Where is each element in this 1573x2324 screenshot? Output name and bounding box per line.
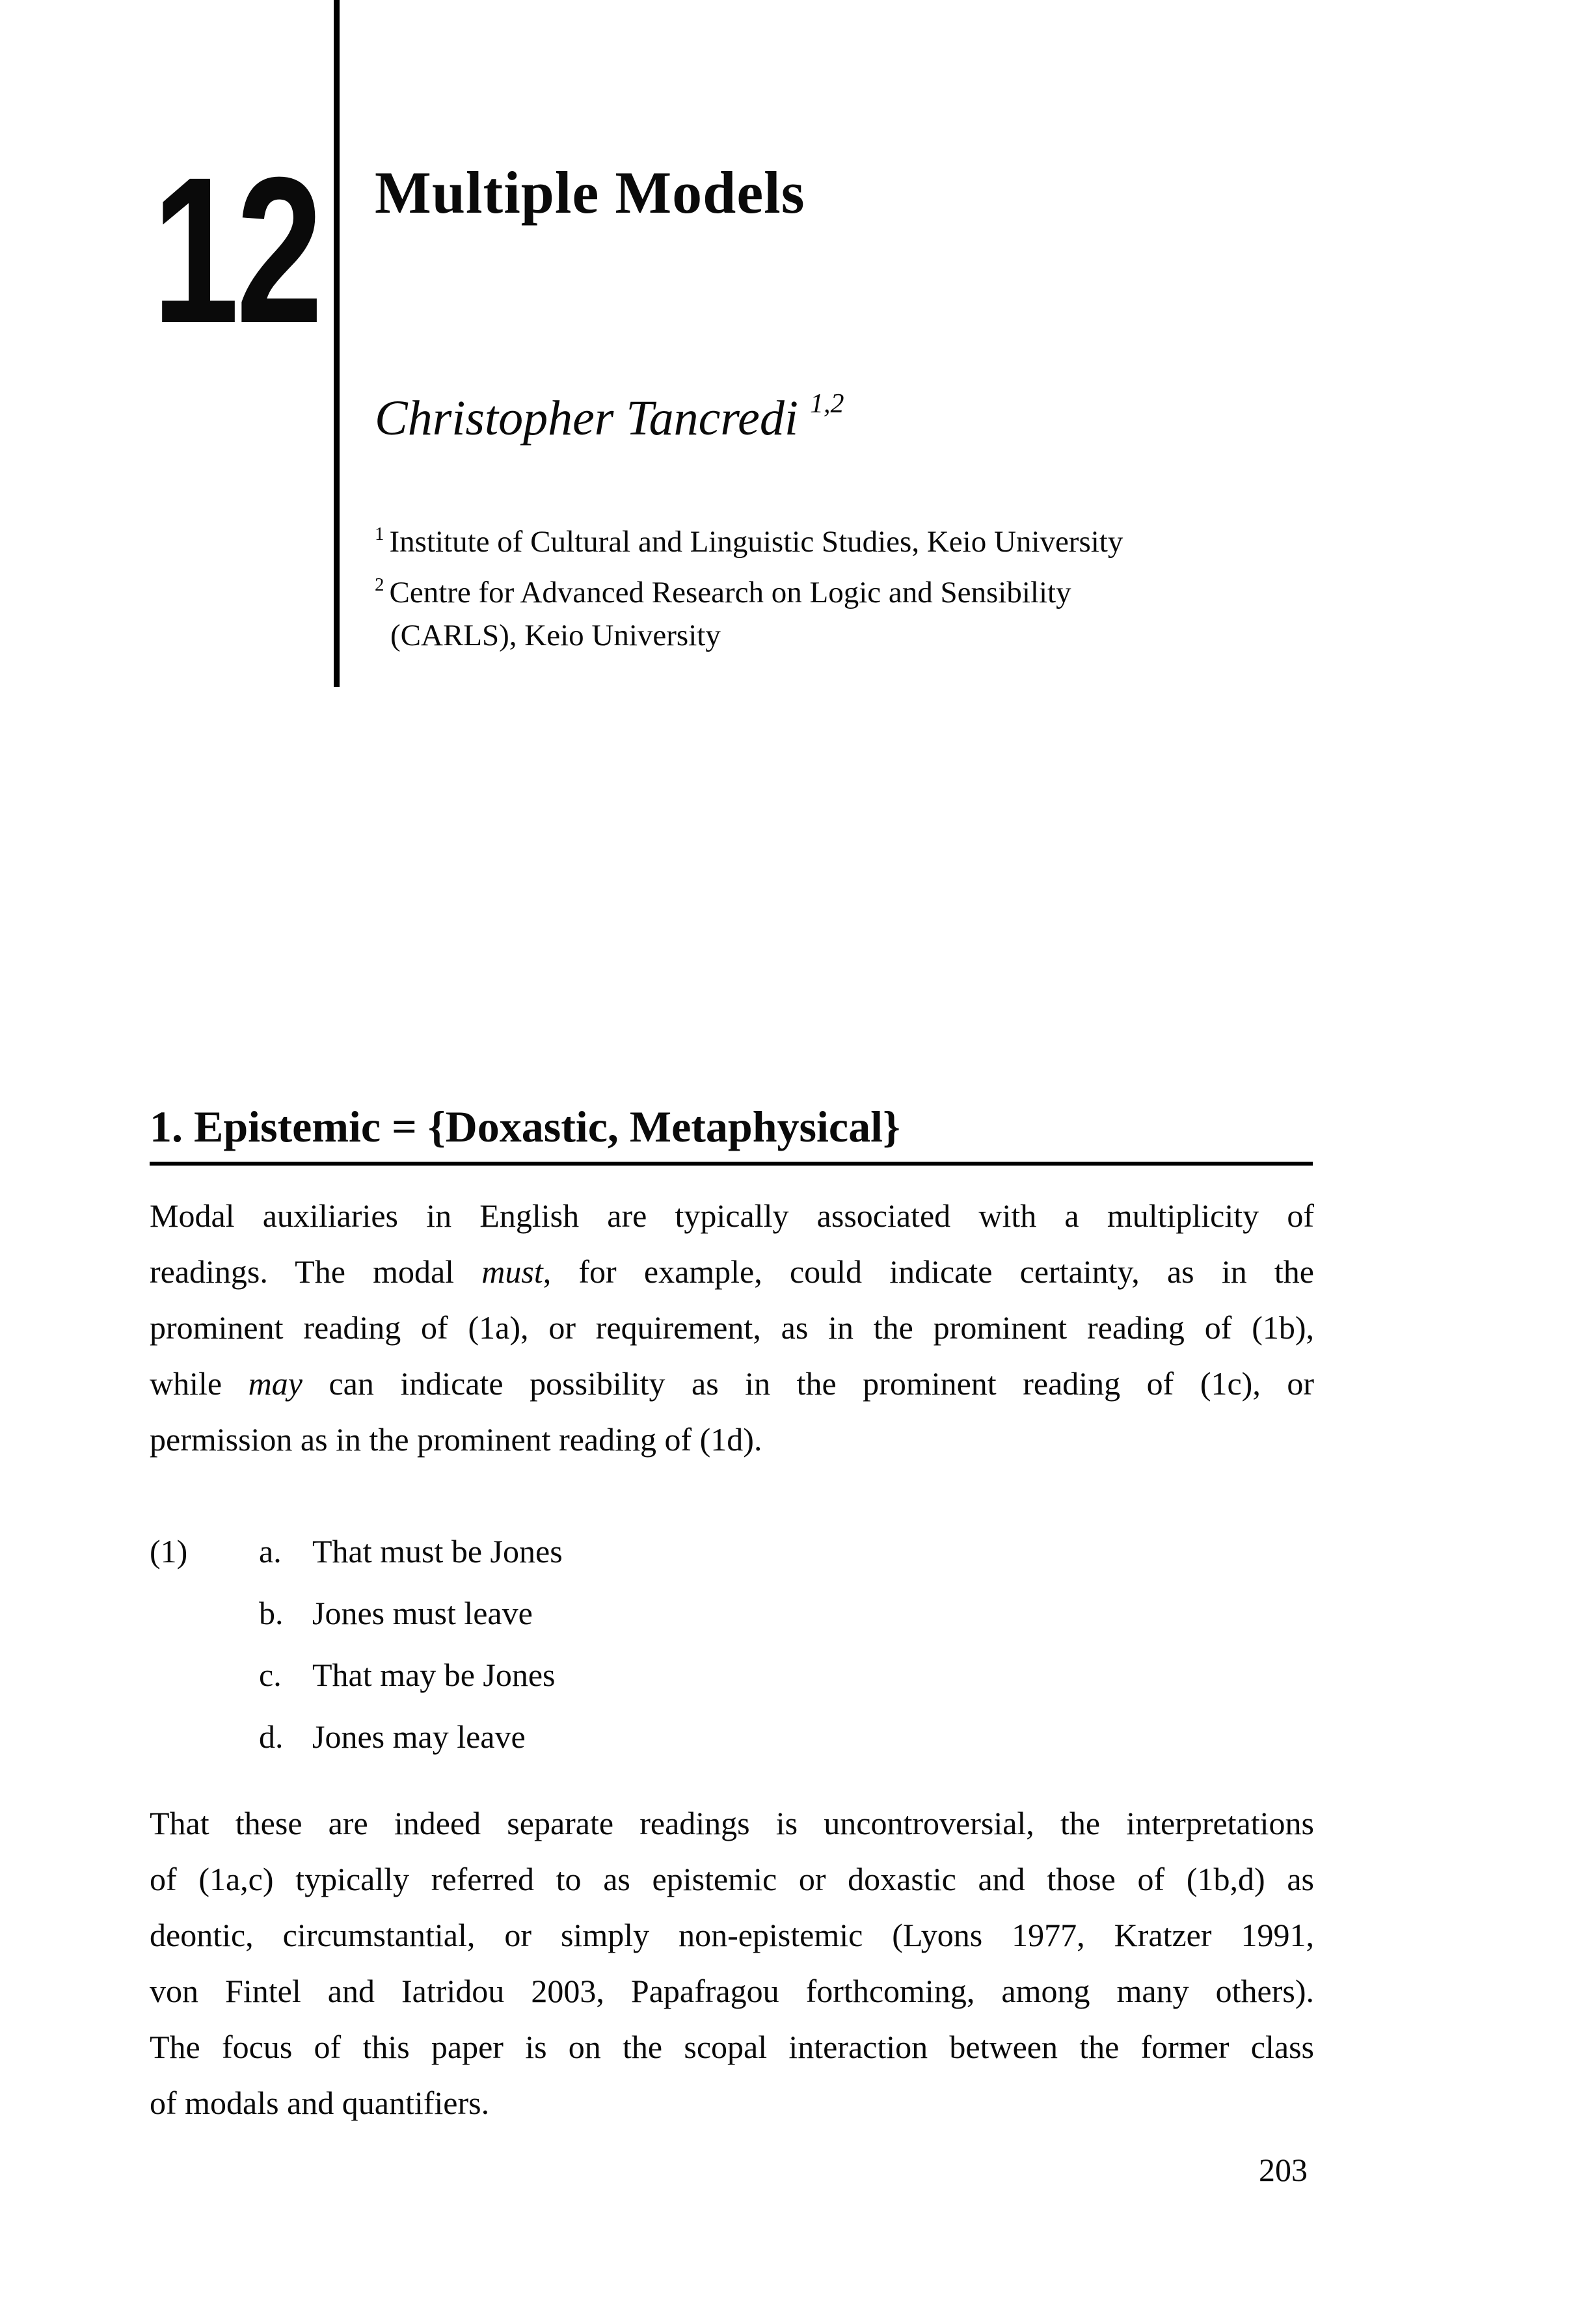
- chapter-number: 12: [152, 133, 320, 366]
- line-segment: readings. The modal: [150, 1253, 482, 1290]
- affiliation-2-text: Centre for Advanced Research on Logic and Sensibility: [389, 576, 1071, 609]
- author-affiliation-superscript: 1,2: [810, 389, 844, 419]
- example-item-label: d.: [259, 1718, 284, 1755]
- affiliation-2-marker: 2: [375, 574, 384, 595]
- author-name: Christopher Tancredi: [375, 391, 799, 446]
- chapter-title: Multiple Models: [375, 159, 805, 226]
- author-line: [375, 389, 844, 446]
- example-item: [150, 1583, 1314, 1644]
- section-heading-block: [150, 1104, 1313, 1166]
- chapter-divider-rule: [334, 0, 340, 687]
- affiliation-2-continuation: (CARLS), Keio University: [390, 619, 721, 652]
- paragraph-line: deontic, circumstantial, or simply non-epistemic (Lyons 1977, Kratzer 1991,: [150, 1917, 1314, 1953]
- example-1: [150, 1521, 1314, 1768]
- paragraph-line: The focus of this paper is on the scopal interaction between the former class: [150, 2029, 1314, 2065]
- paragraph-line: of (1a,c) typically referred to as epistemic or doxastic and those of (1b,d) as: [150, 1861, 1314, 1897]
- example-item-label: c.: [259, 1657, 282, 1693]
- example-item-text: That may be Jones: [312, 1657, 556, 1693]
- example-number-spacer: [150, 1583, 259, 1644]
- paragraph-line: Modal auxiliaries in English are typically associated with a multiplicity of: [150, 1197, 1314, 1234]
- paragraph-line: von Fintel and Iatridou 2003, Papafragou forthcoming, among many others).: [150, 1973, 1314, 2009]
- section-heading-rule: [150, 1162, 1313, 1166]
- affiliation-1-text: Institute of Cultural and Linguistic Studies, Keio University: [389, 525, 1123, 559]
- example-item: [150, 1521, 1314, 1583]
- affiliation-2: [375, 563, 1123, 614]
- paragraph-line: [150, 1244, 1314, 1300]
- section-heading: 1. Epistemic = {Doxastic, Metaphysical}: [150, 1102, 900, 1151]
- example-item-text: That must be Jones: [312, 1533, 563, 1569]
- example-item: [150, 1706, 1314, 1768]
- line-segment: while: [150, 1365, 249, 1402]
- line-segment: can indicate possibility as in the prominent reading of (1c), or: [302, 1365, 1314, 1402]
- example-number-spacer: [150, 1644, 259, 1706]
- affiliations-block: [375, 513, 1123, 657]
- emphasized-word: must: [481, 1253, 543, 1290]
- example-number-spacer: [150, 1706, 259, 1768]
- paragraph-2: [150, 1795, 1314, 2131]
- paragraph-line: [150, 1356, 1314, 1411]
- emphasized-word: may: [248, 1365, 302, 1402]
- page-number: 203: [1259, 2152, 1308, 2188]
- paragraph-line: That these are indeed separate readings is uncontroversial, the interpretations: [150, 1805, 1314, 1841]
- example-item-label: b.: [259, 1595, 284, 1631]
- example-item-label: a.: [259, 1533, 282, 1569]
- affiliation-1-marker: 1: [375, 524, 384, 544]
- paragraph-line: permission as in the prominent reading of (1d).: [150, 1421, 762, 1458]
- example-item-text: Jones may leave: [312, 1718, 526, 1755]
- paragraph-line: prominent reading of (1a), or requirement, as in the prominent reading of (1b),: [150, 1309, 1314, 1346]
- paragraph-1: [150, 1188, 1314, 1467]
- example-item: [150, 1644, 1314, 1706]
- paragraph-line: of modals and quantifiers.: [150, 2085, 490, 2121]
- line-segment: , for example, could indicate certainty, as in the: [543, 1253, 1314, 1290]
- example-item-text: Jones must leave: [312, 1595, 533, 1631]
- affiliation-1: [375, 513, 1123, 563]
- example-number: (1): [150, 1533, 188, 1569]
